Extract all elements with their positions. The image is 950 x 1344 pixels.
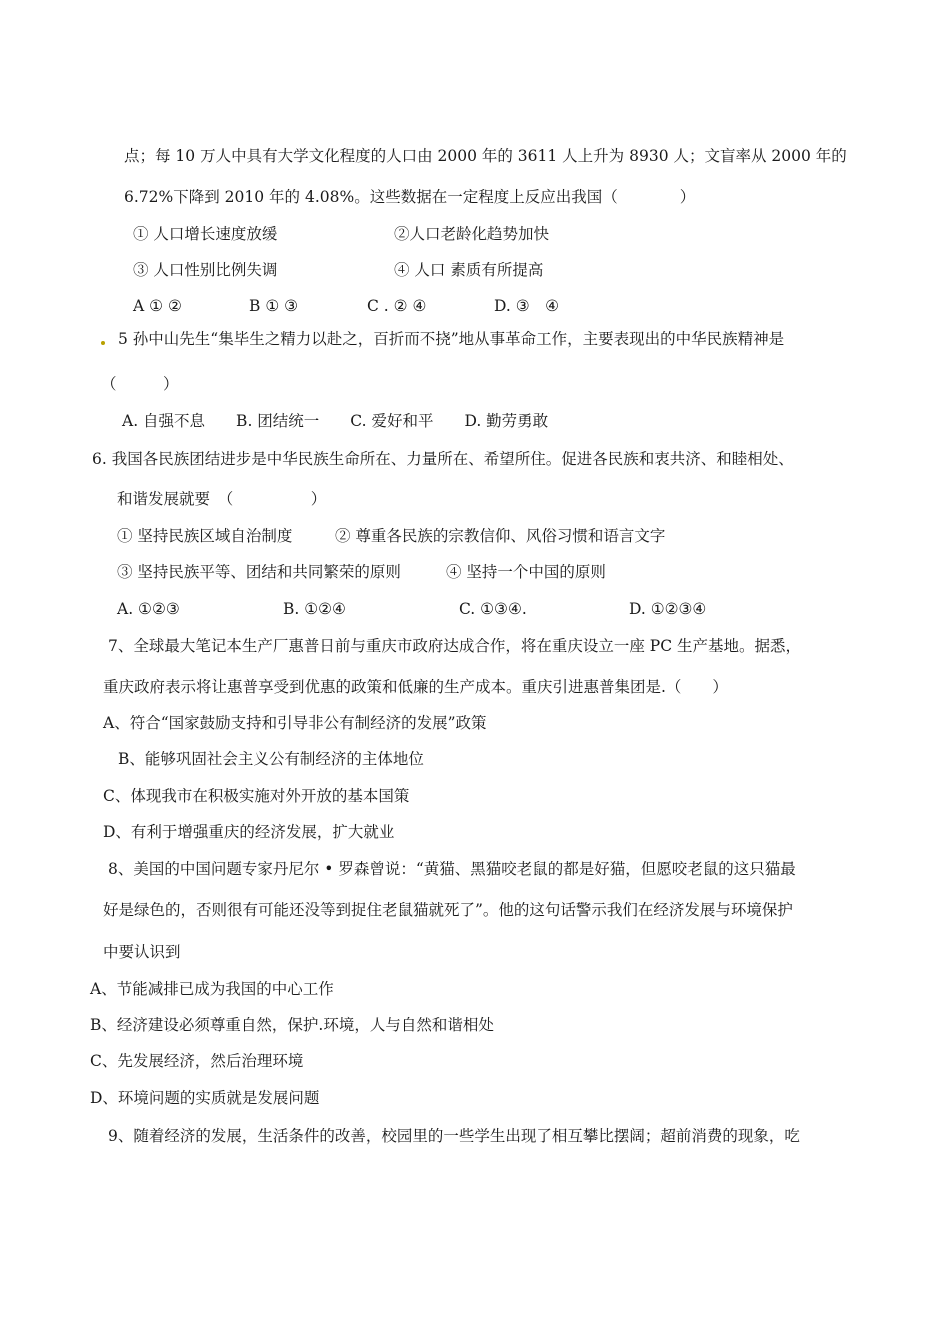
q6-statement-2: ② 尊重各民族的宗教信仰、风俗习惯和语言文字 [335, 527, 666, 545]
q4-option-a: A ① ② [133, 297, 182, 315]
q8-text-line-1: 8、美国的中国问题专家丹尼尔 • 罗森曾说：“黄猫、黑猫咬老鼠的都是好猫，但愿咬老鼠的这只猫最 [108, 860, 796, 878]
marker-dot [101, 341, 105, 345]
q8-option-b: B、经济建设必须尊重自然，保护.环境，人与自然和谐相处 [90, 1016, 494, 1034]
q8-text-line-2: 好是绿色的，否则很有可能还没等到捉住老鼠猫就死了”。他的这句话警示我们在经济发展与环境保护 [103, 901, 793, 919]
q5-text-line-1: 5 孙中山先生“集毕生之精力以赴之，百折而不挠”地从事革命工作，主要表现出的中华民族精神是 [118, 330, 785, 348]
q6-option-b: B. ①②④ [283, 600, 346, 618]
q6-text-line-1: 6. 我国各民族团结进步是中华民族生命所在、力量所在、希望所住。促进各民族和衷共济、和睦相处、 [92, 450, 794, 468]
q7-option-c: C、体现我市在积极实施对外开放的基本国策 [103, 787, 410, 805]
q4-text-line-1: 点；每 10 万人中具有大学文化程度的人口由 2000 年的 3611 人上升为 8930 人；文盲率从 2000 年的 [124, 147, 847, 165]
q6-option-d: D. ①②③④ [629, 600, 707, 618]
q4-statement-3: ③ 人口性别比例失调 [133, 261, 278, 279]
q4-option-c: C . ② ④ [367, 297, 427, 315]
q7-option-a: A、符合“国家鼓励支持和引导非公有制经济的发展”政策 [103, 714, 487, 732]
q4-text-line-2: 6.72%下降到 2010 年的 4.08%。这些数据在一定程度上反应出我国（ ） [124, 188, 696, 206]
q6-statement-1: ① 坚持民族区域自治制度 [117, 527, 293, 545]
q7-option-d: D、有利于增强重庆的经济发展，扩大就业 [103, 823, 395, 841]
q8-option-a: A、节能减排已成为我国的中心工作 [90, 980, 334, 998]
q7-text-line-2: 重庆政府表示将让惠普享受到优惠的政策和低廉的生产成本。重庆引进惠普集团是.（ ） [103, 678, 728, 696]
q4-statement-1: ① 人口增长速度放缓 [133, 225, 278, 243]
q4-statement-2: ②人口老龄化趋势加快 [394, 225, 550, 243]
q4-option-b: B ① ③ [249, 297, 299, 315]
q5-options: A. 自强不息 B. 团结统一 C. 爱好和平 D. 勤劳勇敢 [122, 412, 549, 430]
q6-option-c: C. ①③④. [459, 600, 527, 618]
q8-text-line-3: 中要认识到 [103, 943, 181, 961]
q6-text-line-2: 和谐发展就要 （ ） [117, 490, 327, 508]
q9-text-line-1: 9、随着经济的发展，生活条件的改善，校园里的一些学生出现了相互攀比摆阔；超前消费的现象，吃 [108, 1127, 800, 1145]
q6-statement-4: ④ 坚持一个中国的原则 [446, 563, 606, 581]
q4-option-d: D. ③ ④ [494, 297, 560, 315]
q6-statement-3: ③ 坚持民族平等、团结和共同繁荣的原则 [117, 563, 401, 581]
q6-option-a: A. ①②③ [117, 600, 180, 618]
q7-option-b: B、能够巩固社会主义公有制经济的主体地位 [118, 750, 424, 768]
q7-text-line-1: 7、全球最大笔记本生产厂惠普日前与重庆市政府达成合作，将在重庆设立一座 PC 生产基地。据悉， [108, 637, 802, 655]
q8-option-d: D、环境问题的实质就是发展问题 [90, 1089, 320, 1107]
q4-statement-4: ④ 人口 素质有所提高 [394, 261, 544, 279]
q5-text-line-2: （ ） [101, 375, 179, 393]
q8-option-c: C、先发展经济，然后治理环境 [90, 1052, 304, 1070]
